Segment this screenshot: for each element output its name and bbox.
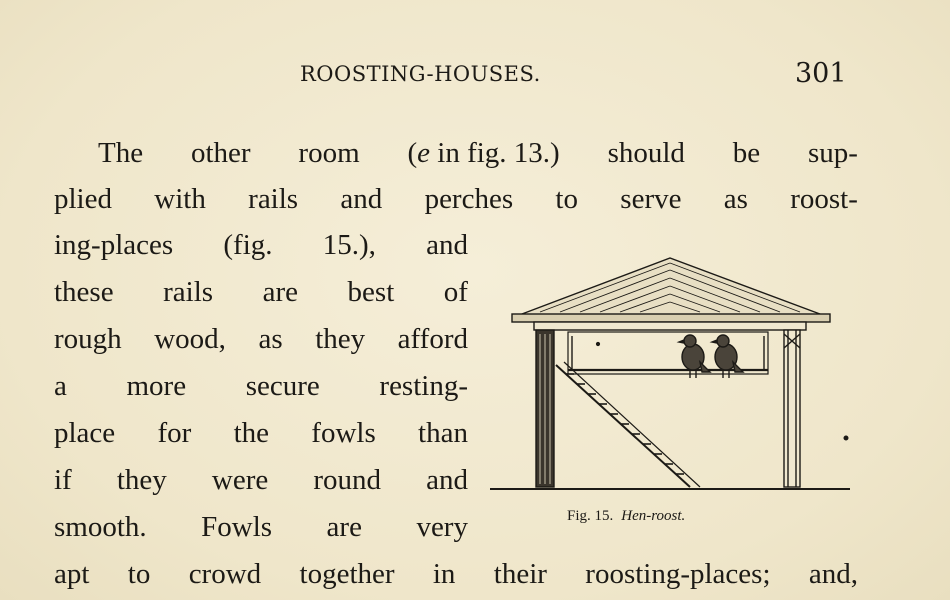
- word: rough: [54, 323, 122, 355]
- word: rails: [248, 183, 299, 215]
- body-line-3: [54, 222, 468, 268]
- figure-label: Fig. 15.: [567, 508, 614, 524]
- word: wood,: [154, 323, 226, 355]
- word: secure: [245, 370, 320, 402]
- word: their: [493, 558, 547, 590]
- word: and: [426, 464, 468, 496]
- hen-right: [712, 335, 743, 378]
- word: roost-: [790, 183, 858, 215]
- word: very: [416, 511, 468, 543]
- parenthetical: [407, 130, 559, 176]
- word: these: [54, 276, 114, 308]
- body-line-10: [54, 551, 858, 597]
- word: are: [262, 276, 298, 308]
- running-title: ROOSTING-HOUSES.: [300, 62, 541, 86]
- word: of: [443, 276, 468, 308]
- word: round: [313, 464, 381, 496]
- word: best: [347, 276, 395, 308]
- word: The: [98, 137, 144, 169]
- eave-beam: [512, 314, 830, 322]
- word: serve: [620, 183, 682, 215]
- word: in fig. 13.): [437, 137, 560, 169]
- word: room: [298, 137, 360, 169]
- page-number: 301: [795, 58, 847, 89]
- word: resting-: [379, 370, 468, 402]
- word: and,: [808, 558, 858, 590]
- word: they: [116, 464, 167, 496]
- word: crowd: [188, 558, 262, 590]
- figure-title: Hen-roost.: [621, 508, 686, 524]
- word: if: [54, 464, 72, 496]
- word: other: [190, 137, 251, 169]
- word: the: [233, 417, 269, 449]
- body-line-9: [54, 504, 468, 550]
- word: and: [340, 183, 383, 215]
- page-header: [0, 58, 950, 92]
- right-post: [784, 330, 800, 487]
- hen-roost-illustration: [480, 250, 860, 500]
- ladder: [556, 362, 700, 487]
- word: (: [407, 137, 418, 169]
- hen-left: [679, 335, 710, 378]
- word: to: [555, 183, 578, 215]
- body-line-4: [54, 269, 468, 315]
- word: 15.),: [322, 229, 376, 261]
- body-line-2: [54, 176, 858, 222]
- word: apt: [54, 558, 90, 590]
- word: (fig.: [223, 229, 273, 261]
- word: perches: [424, 183, 514, 215]
- word: sup-: [808, 137, 858, 169]
- word: fowls: [311, 417, 376, 449]
- italic-letter: e: [417, 137, 431, 169]
- word: smooth.: [54, 511, 147, 543]
- figure-caption: [567, 508, 685, 525]
- word: were: [211, 464, 269, 496]
- body-line-7: [54, 410, 468, 456]
- word: together: [299, 558, 395, 590]
- word: for: [157, 417, 192, 449]
- word: with: [154, 183, 206, 215]
- word: more: [126, 370, 187, 402]
- word: should: [607, 137, 685, 169]
- tie-beam: [534, 322, 806, 330]
- word: ing-places: [54, 229, 174, 261]
- word: plied: [54, 183, 112, 215]
- word: place: [54, 417, 116, 449]
- word: in: [432, 558, 456, 590]
- word: rails: [163, 276, 214, 308]
- word: Fowls: [201, 511, 273, 543]
- word: as: [723, 183, 748, 215]
- word: to: [127, 558, 151, 590]
- word: roosting-places;: [585, 558, 771, 590]
- word: afford: [397, 323, 468, 355]
- word: a: [54, 370, 67, 402]
- word: they: [315, 323, 366, 355]
- word: than: [418, 417, 468, 449]
- word: are: [326, 511, 362, 543]
- word: and: [426, 229, 468, 261]
- body-line-6: [54, 363, 468, 409]
- body-line-1: [98, 130, 858, 176]
- roof: [514, 258, 828, 317]
- word: as: [258, 323, 283, 355]
- body-line-5: [54, 316, 468, 362]
- body-line-8: [54, 457, 468, 503]
- word: be: [732, 137, 761, 169]
